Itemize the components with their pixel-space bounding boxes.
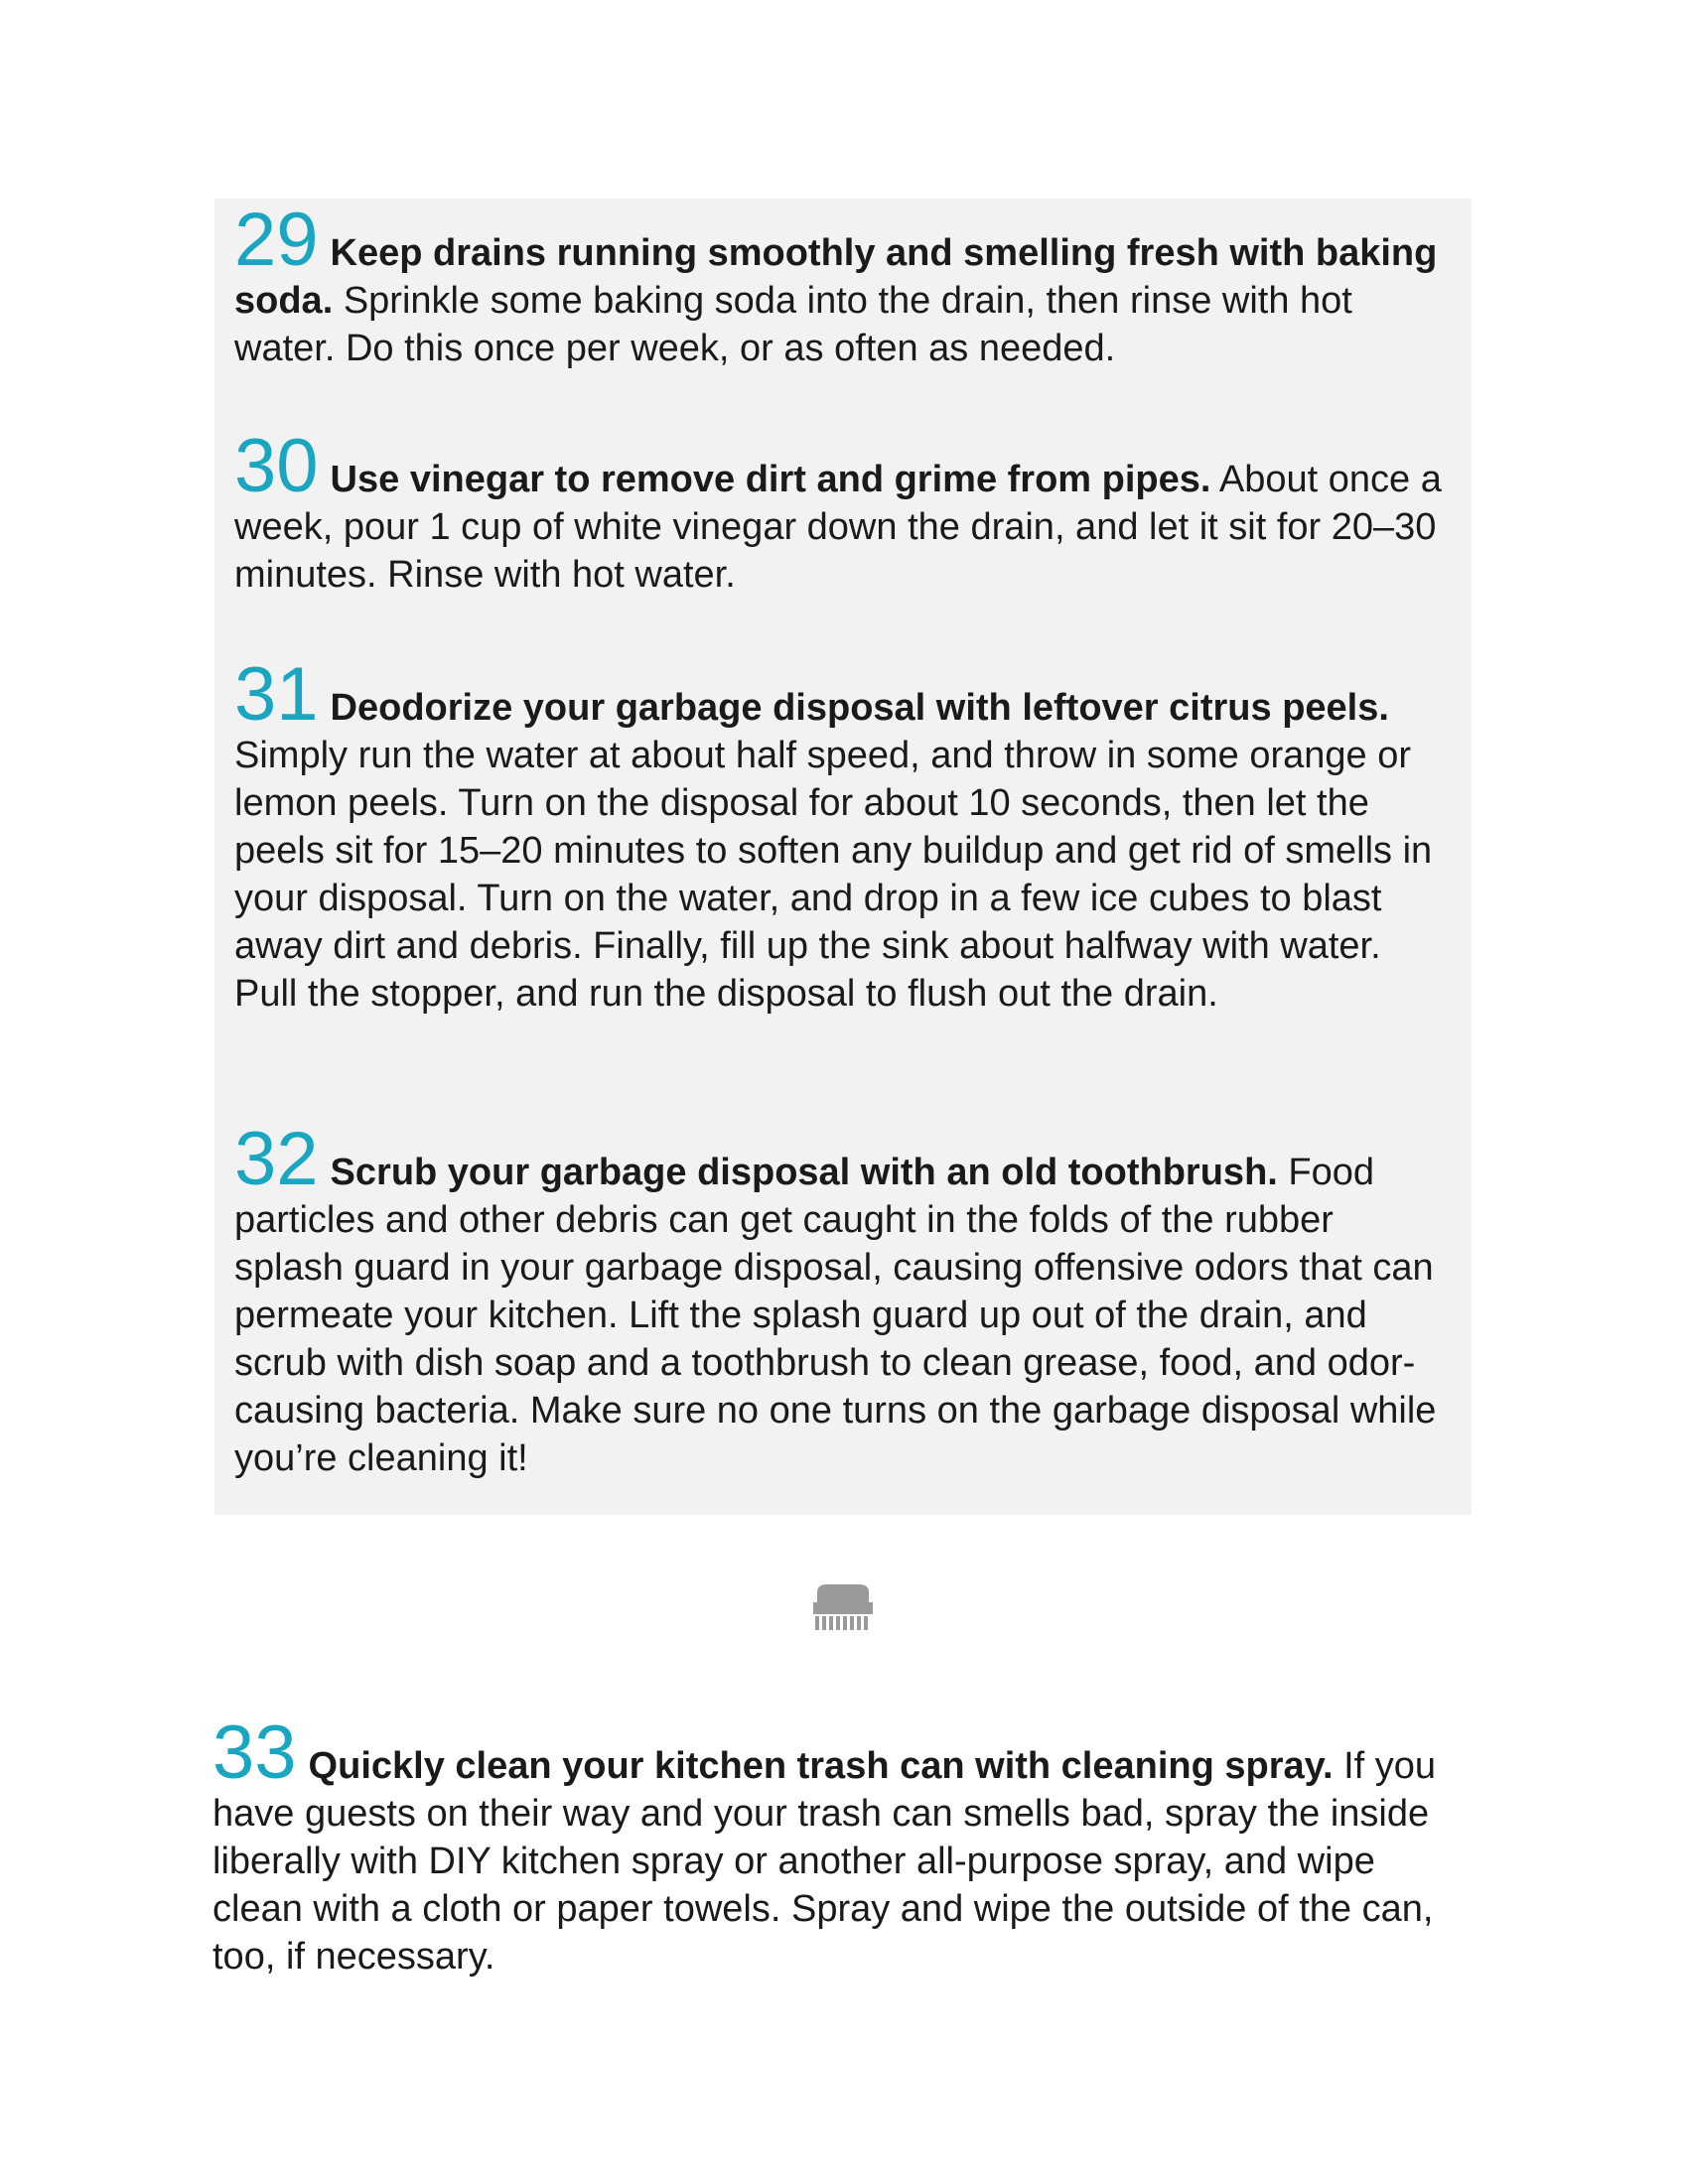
- tip-body: About once a week, pour 1 cup of white vinegar down the drain, and let it sit for 20–30 minutes. Rinse with hot water.: [234, 459, 1442, 596]
- tip-number: 33: [212, 1710, 297, 1795]
- tip-heading: Scrub your garbage disposal with an old toothbrush.: [330, 1152, 1278, 1193]
- tip-body: If you have guests on their way and your trash can smells bad, spray the inside liberally with DIY kitchen spray or another all-purpose spray, and wipe clean with a cloth or paper towels. Spray and wipe the outside of the can, too, if necessary.: [212, 1745, 1437, 1978]
- tip-33: [212, 1710, 1474, 1980]
- tip-body: Sprinkle some baking soda into the drain, then rinse with hot water. Do this once per week, or as often as needed.: [234, 280, 1352, 369]
- tip-30: [234, 424, 1452, 599]
- tip-29: [234, 198, 1452, 372]
- scrub-brush-icon: [811, 1580, 875, 1632]
- tip-number: 30: [234, 424, 319, 508]
- tips-panel: [214, 199, 1472, 1515]
- tip-body: Food particles and other debris can get caught in the folds of the rubber splash guard in your garbage disposal, causing offensive odors that can permeate your kitchen. Lift the splash guard up out of the drain, and scrub with dish soap and a toothbrush to clean grease, food, and odor-causing bacteria. Make sure no one turns on the garbage disposal while you’re cleaning it!: [234, 1152, 1437, 1479]
- tip-heading: Deodorize your garbage disposal with leftover citrus peels.: [330, 687, 1389, 729]
- tip-number: 29: [234, 198, 319, 282]
- tip-body: Simply run the water at about half speed, and throw in some orange or lemon peels. Turn on the disposal for about 10 seconds, then let the peels sit for 15–20 minutes to soften any buildup and get rid of smells in your disposal. Turn on the water, and drop in a few ice cubes to blast away dirt and debris. Finally, fill up the sink about halfway with water. Pull the stopper, and run the disposal to flush out the drain.: [234, 735, 1433, 1015]
- tip-heading: Keep drains running smoothly and smelling fresh with baking soda.: [234, 232, 1438, 322]
- tip-heading: Use vinegar to remove dirt and grime from pipes.: [330, 459, 1211, 500]
- tip-number: 31: [234, 652, 319, 737]
- tip-heading: Quickly clean your kitchen trash can with cleaning spray.: [308, 1745, 1334, 1787]
- tip-number: 32: [234, 1117, 319, 1201]
- tip-31: [234, 652, 1452, 1018]
- tip-32: [234, 1117, 1452, 1482]
